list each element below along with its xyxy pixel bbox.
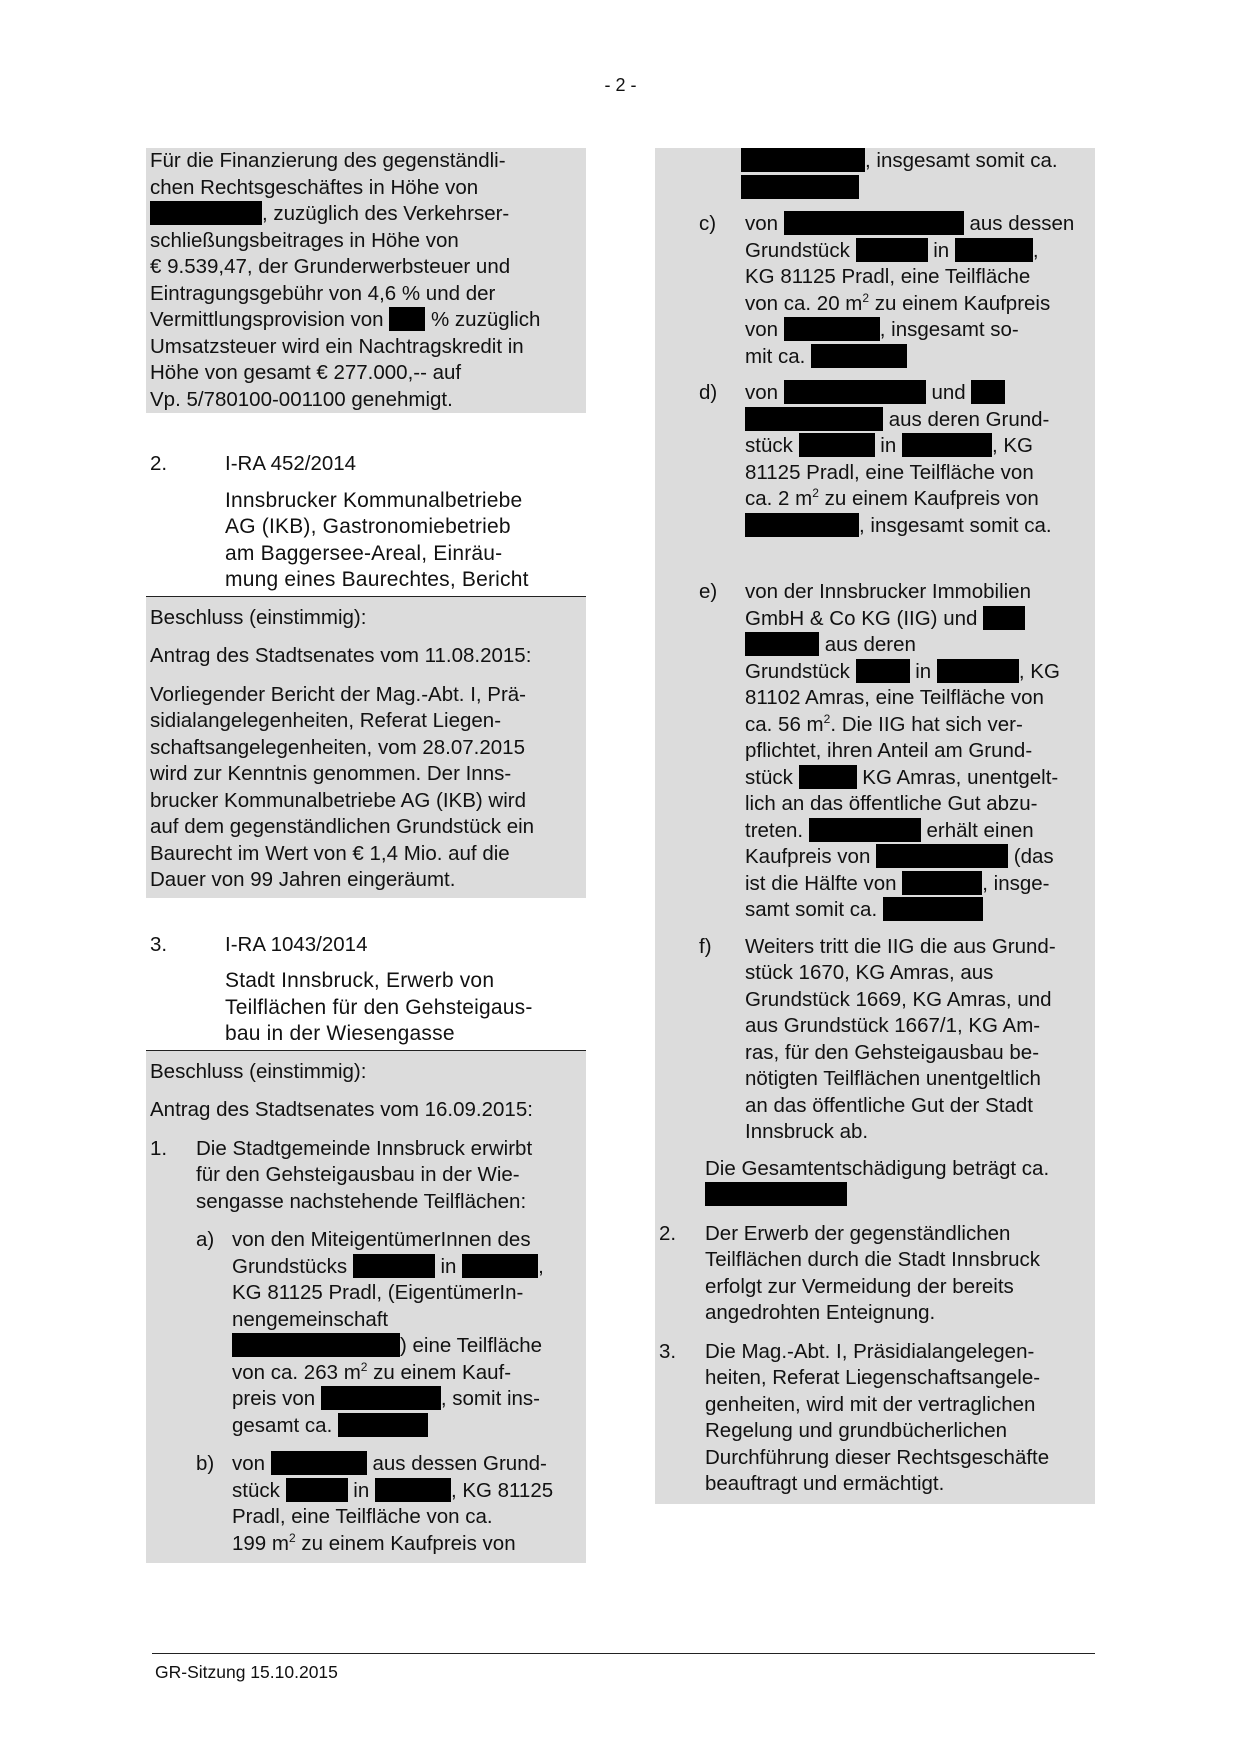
redaction xyxy=(150,201,262,225)
agenda-item-3 xyxy=(146,932,586,1564)
left-column xyxy=(146,148,586,1563)
redaction xyxy=(741,148,865,172)
redaction xyxy=(375,1478,451,1502)
redaction xyxy=(799,765,857,789)
total-compensation: Die Gesamtentschädigung beträgt ca. xyxy=(705,1156,1091,1209)
resolution-block xyxy=(146,1051,586,1564)
redaction xyxy=(286,1478,348,1502)
redaction xyxy=(705,1182,847,1206)
financing-paragraph: Für die Finanzierung des gegenständli- chen Rechtsgeschäftes in Höhe von , zuzüglich des Verkehrser- schließungsbeitrages in Höhe von € 9.539,47, der Grunderwerbsteuer und Eintragungsgebühr von 4,6 % und der Vermittlungsprovision von % zuzüglich Umsatzsteuer wird ein Nachtragskredit in Höhe von gesamt € 277.000,-- auf Vp. 5/780100-001100 genehmigt. xyxy=(146,148,586,413)
redaction xyxy=(784,380,926,404)
redaction xyxy=(799,433,875,457)
agenda-item-2 xyxy=(146,451,586,898)
redaction xyxy=(983,606,1025,630)
redaction xyxy=(955,238,1033,262)
redaction xyxy=(338,1413,428,1437)
redaction xyxy=(971,380,1005,404)
resolution-label: Beschluss (einstimmig): xyxy=(150,1059,367,1083)
sub-item-b: b) von aus dessen Grund- stück in , KG 81125 Pradl, eine Teilfläche von ca. 199 $m^2$ zu einem Kaufpreis von xyxy=(196,1452,554,1555)
redaction xyxy=(811,344,907,368)
item-number: 3. xyxy=(150,932,168,956)
redaction xyxy=(745,407,883,431)
redaction xyxy=(937,659,1019,683)
redaction xyxy=(883,897,983,921)
resolution-block: Beschluss (einstimmig): Antrag des Stadtsenates vom 11.08.2015: Vorliegender Bericht der Mag.-Abt. I, Prä- sidialangelegenheiten, Referat Liegen- schaftsangelegenheiten, vom 28.07.2015 wird zur Kenntnis genommen. Der Inns- brucker Kommunalbetriebe AG (IKB) wird auf dem gegenständlichen Grundstück ein Baurecht im Wert von € 1,4 Mio. auf die Dauer von 99 Jahren eingeräumt. xyxy=(146,597,586,898)
right-column xyxy=(655,148,1095,1504)
redaction xyxy=(902,433,992,457)
redaction xyxy=(271,1451,367,1475)
redaction xyxy=(856,659,910,683)
redaction xyxy=(462,1254,538,1278)
redaction xyxy=(321,1386,441,1410)
redaction xyxy=(745,632,819,656)
footer-session-date: GR-Sitzung 15.10.2015 xyxy=(155,1662,338,1682)
motion-label: Antrag des Stadtsenates vom 16.09.2015: xyxy=(150,1098,533,1121)
motion-label: Antrag des Stadtsenates vom 11.08.2015: xyxy=(150,644,532,667)
redaction xyxy=(876,844,1008,868)
redaction xyxy=(741,175,859,199)
resolution-label: Beschluss (einstimmig): xyxy=(150,605,367,629)
resolution-block-continued: , insgesamt somit ca. c) von aus dessen Grundstück in , KG 81125 Pradl, eine Teilfläche von ca. 20 $m^2$ zu einem Kaufpreis von , insgesamt so- mit ca. d) von und aus deren Grund- stück in , KG 81125 Pradl, eine Teilfläche von ca. 2 $m^2$ zu einem Kaufpreis von , insgesamt somit ca. e) von der Innsbrucker Immobilien GmbH & Co KG (IIG) und aus deren Grundstück in , KG 81102 Amras, eine Teilfläche von ca. 56 $m^2$. Die IIG hat sich ver- pflichtet, ihren Anteil am Grund- stück KG Amras, unentgelt- lich an das öffentliche Gut abzu- treten. erhält einen Kaufpreis von (das ist die Hälfte von , insge- samt somit ca. f) Weiters tritt die IIG die aus Grund- stück 1670, KG Amras, aus Grundstück 1669, KG Amras, und aus Grundstück 1667/1, KG Am- ras, für den Gehsteigausbau be- nötigten Teilflächen unentgeltlich an das öffentliche Gut der Stadt Innsbruck ab. Die Gesamtentschädigung beträgt ca. 2. Der Erwerb der gegenständlichen Teilflächen durch die Stadt Innsbruck erfolgt zur Vermeidung der bereits angedrohten Enteignung. 3. Die Mag.-Abt. I, Präsidialangelegen- heiten, Referat Liegenschaftsangele- genheiten, wird mit der vertraglichen Regelung und grundbücherlichen Durchführung dieser Rechtsgeschäfte beauftragt und ermächtigt. xyxy=(655,148,1095,1504)
redaction xyxy=(784,211,964,235)
sub-item-d: d) von und aus deren Grund- stück in , KG 81125 Pradl, eine Teilfläche von ca. 2 $m^2$ zu einem Kaufpreis von , insgesamt somit ca. xyxy=(699,381,1052,537)
item-reference: I-RA 452/2014 xyxy=(225,452,357,475)
list-item: 2. Der Erwerb der gegenständlichen Teilflächen durch die Stadt Innsbruck erfolgt zur Vermeidung der bereits angedrohten Enteignung. xyxy=(659,1221,1041,1324)
sub-item-c: c) von aus dessen Grundstück in , KG 81125 Pradl, eine Teilfläche von ca. 20 $m^2$ zu einem Kaufpreis von , insgesamt so- mit ca. xyxy=(699,212,1075,368)
redaction xyxy=(389,307,425,331)
item-title: Stadt Innsbruck, Erwerb von Teilflächen für den Gehsteigaus- bau in der Wiesengasse xyxy=(225,969,533,1045)
sub-item-a: a) von den MiteigentümerInnen des Grundstücks in , KG 81125 Pradl, (EigentümerIn- nengemeinschaft ) eine Teilfläche von ca. 263 $m^2$ zu einem Kauf- preis von , somit ins- gesamt ca. xyxy=(196,1228,544,1437)
redaction xyxy=(809,818,921,842)
item-number: 2. xyxy=(150,452,168,475)
item-title: Innsbrucker Kommunalbetriebe AG (IKB), Gastronomiebetrieb am Baggersee-Areal, Einräu- mung eines Baurechtes, Bericht xyxy=(225,488,529,591)
redaction xyxy=(784,317,880,341)
redaction xyxy=(902,871,982,895)
footer-divider xyxy=(152,1653,1095,1654)
redaction xyxy=(232,1333,400,1357)
redaction xyxy=(745,513,859,537)
sub-item-e: e) von der Innsbrucker Immobilien GmbH & Co KG (IIG) und aus deren Grundstück in , KG 81102 Amras, eine Teilfläche von ca. 56 $m^2$. Die IIG hat sich ver- pflichtet, ihren Anteil am Grund- stück KG Amras, unentgelt- lich an das öffentliche Gut abzu- treten. erhält einen Kaufpreis von (das ist die Hälfte von , insge- samt somit ca. xyxy=(699,580,1060,921)
list-item: 1. Die Stadtgemeinde Innsbruck erwirbt für den Gehsteigausbau in der Wie- sengasse nachstehende Teilflächen: a) von den MiteigentümerInnen des Grundstücks in , KG 81125 Pradl, (EigentümerIn- nengemeinschaft ) eine Teilfläche von ca. 263 $m^2$ zu einem Kauf- preis von , somit ins- gesamt ca. b) von aus dessen Grund- stück in , KG 81125 Pradl, eine Teilfläche von ca. 199 $m^2$ zu einem Kaufpreis von xyxy=(150,1136,582,1558)
redaction xyxy=(353,1254,435,1278)
list-item: 3. Die Mag.-Abt. I, Präsidialangelegen- heiten, Referat Liegenschaftsangele- genheiten, wird mit der vertraglichen Regelung und grundbücherlichen Durchführung dieser Rechtsgeschäfte beauftragt und ermächtigt. xyxy=(659,1339,1050,1495)
item-reference: I-RA 1043/2014 xyxy=(225,932,368,956)
sub-item-f: f) Weiters tritt die IIG die aus Grund- stück 1670, KG Amras, aus Grundstück 1669, KG Amras, und aus Grundstück 1667/1, KG Am- ras, für den Gehsteigausbau be- nötigten Teilflächen unentgeltlich an das öffentliche Gut der Stadt Innsbruck ab. xyxy=(699,934,1056,1143)
page-number: - 2 - xyxy=(604,75,637,95)
redaction xyxy=(856,238,928,262)
